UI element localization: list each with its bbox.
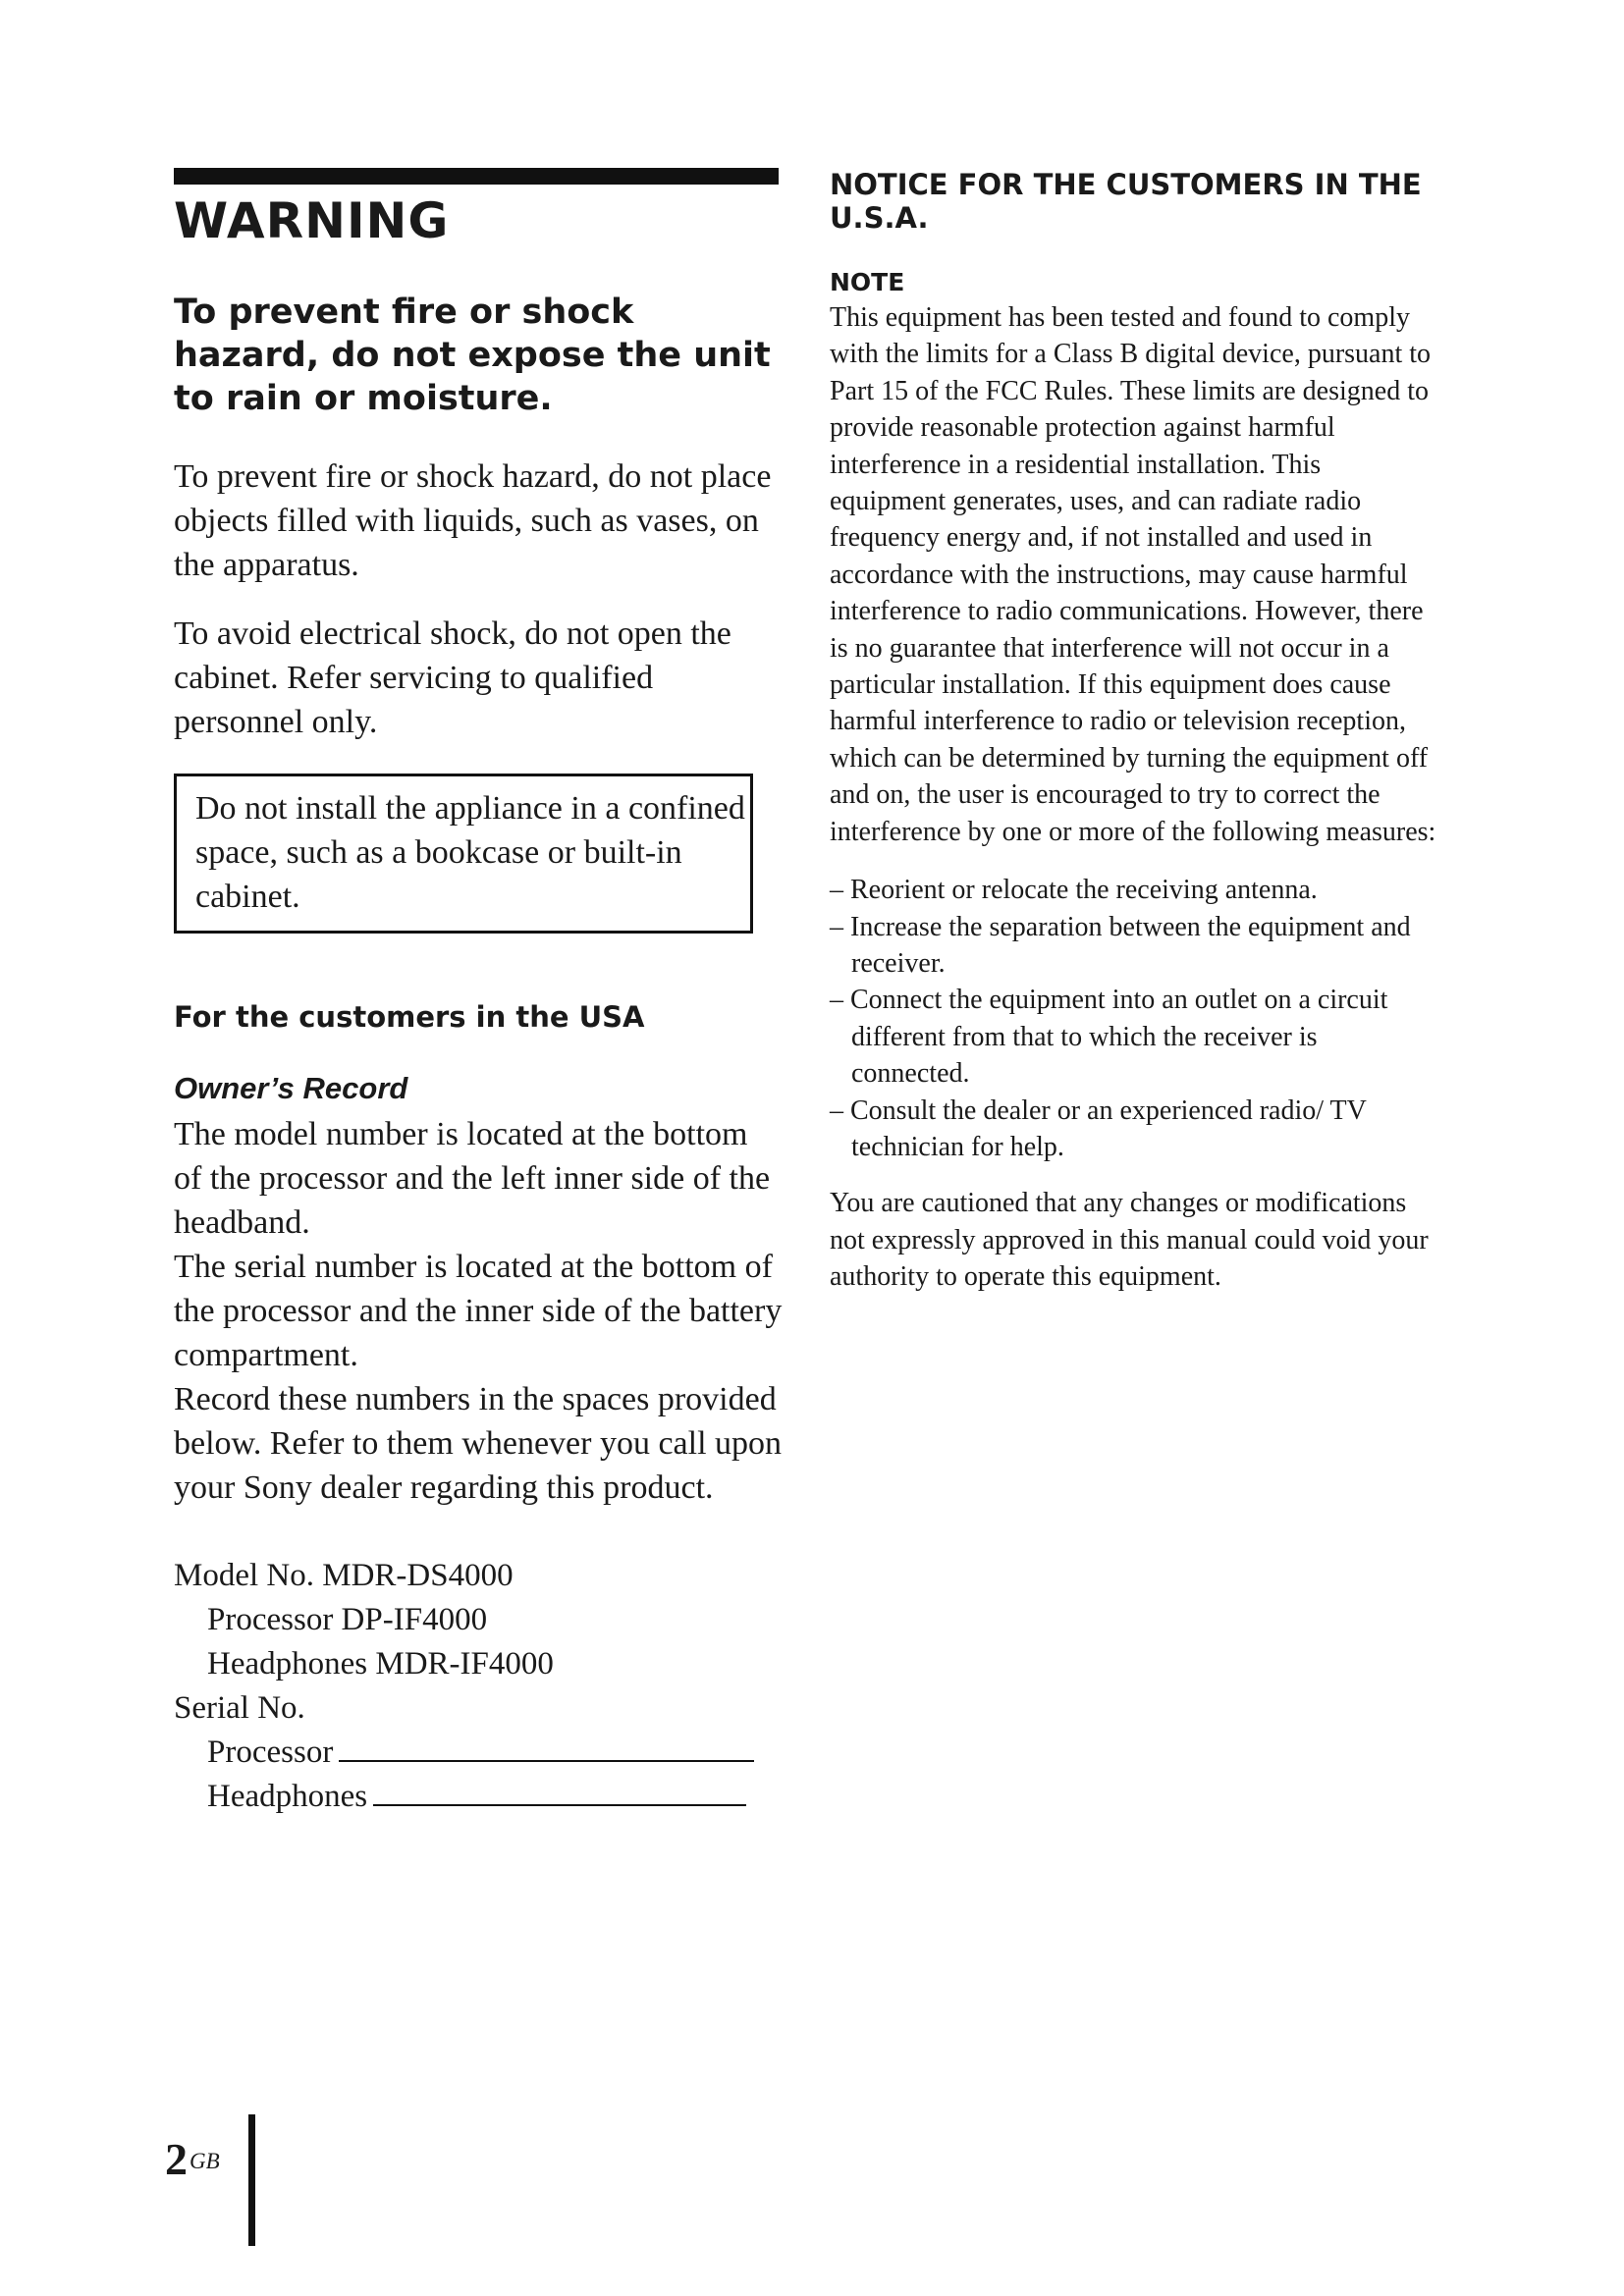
list-item: – Reorient or relocate the receiving antenna. (830, 875, 1318, 906)
liquids-warning-text: To prevent fire or shock hazard, do not place objects filled with liquids, such as vases, on the apparatus. (174, 458, 772, 583)
warning-rule (174, 168, 779, 185)
modification-caution-text: You are cautioned that any changes or modifications not expressly approved in this manual could void your authority to operate this equipment. (830, 1188, 1429, 1293)
owners-record-heading: Owner’s Record (174, 1071, 408, 1105)
warning-title: WARNING (174, 192, 450, 249)
page-language-suffix: GB (189, 2149, 220, 2173)
owners-record-text (174, 1112, 783, 1510)
processor-serial-blank (339, 1731, 754, 1762)
usa-notice-heading: NOTICE FOR THE CUSTOMERS IN THE U.S.A. (830, 168, 1422, 235)
processor-serial-label: Processor (207, 1735, 334, 1770)
list-item: – Increase the separation between the equipment and receiver. (830, 911, 1411, 979)
fcc-compliance-text: This equipment has been tested and found to comply with the limits for a Class B digital device, pursuant to Part 15 of the FCC Rules. These limits are designed to provide reasonable protection against harmful interference in a residential installation. This equipment generates, uses, and can radiate radio frequency energy and, if not installed and used in accordance with the instructions, may cause harmful interference to radio communications. However, there is no guarantee that interference will not occur in a particular installation. If this equipment does cause harmful interference to radio or television reception, which can be determined by turning the equipment off and on, the user is encouraged to try to correct the interference by one or more of the following measures: (830, 302, 1436, 847)
serial-number-location: The serial number is located at the bottom of the processor and the inner side of the battery compartment. (174, 1249, 783, 1373)
page-margin-bar (248, 2114, 255, 2246)
headphones-model-line: Headphones MDR-IF4000 (207, 1646, 554, 1682)
note-label: NOTE (830, 268, 905, 296)
list-item: – Consult the dealer or an experienced radio/ TV technician for help. (830, 1095, 1367, 1162)
list-item: – Connect the equipment into an outlet on a circuit different from that to which the receiver is connected. (830, 985, 1388, 1090)
serial-no-line: Serial No. (174, 1690, 305, 1726)
cabinet-warning-text: To avoid electrical shock, do not open the cabinet. Refer servicing to qualified personnel only. (174, 615, 731, 740)
processor-serial-line (174, 1731, 783, 1775)
left-column (174, 168, 783, 1819)
usa-customers-heading: For the customers in the USA (174, 1000, 645, 1034)
interference-measures-list (830, 872, 1438, 1165)
record-instructions: Record these numbers in the spaces provided below. Refer to them whenever you call upon your Sony dealer regarding this product. (174, 1381, 783, 1506)
headphones-serial-blank (373, 1775, 746, 1806)
model-no-line: Model No. MDR-DS4000 (174, 1558, 514, 1593)
headphones-serial-label: Headphones (207, 1779, 368, 1814)
page-number-value: 2 (165, 2134, 188, 2184)
processor-model-line: Processor DP-IF4000 (207, 1602, 488, 1637)
model-serial-record (174, 1554, 783, 1819)
model-number-location: The model number is located at the bottom of the processor and the left inner side of the headband. (174, 1116, 771, 1241)
page-number (165, 2135, 220, 2184)
moisture-warning-heading: To prevent fire or shock hazard, do not expose the unit to rain or moisture. (174, 293, 771, 418)
headphones-serial-line (174, 1775, 783, 1819)
right-column (830, 168, 1438, 1296)
installation-notice-text: Do not install the appliance in a confined space, such as a bookcase or built-in cabinet. (195, 790, 745, 915)
installation-notice-box (174, 774, 753, 934)
